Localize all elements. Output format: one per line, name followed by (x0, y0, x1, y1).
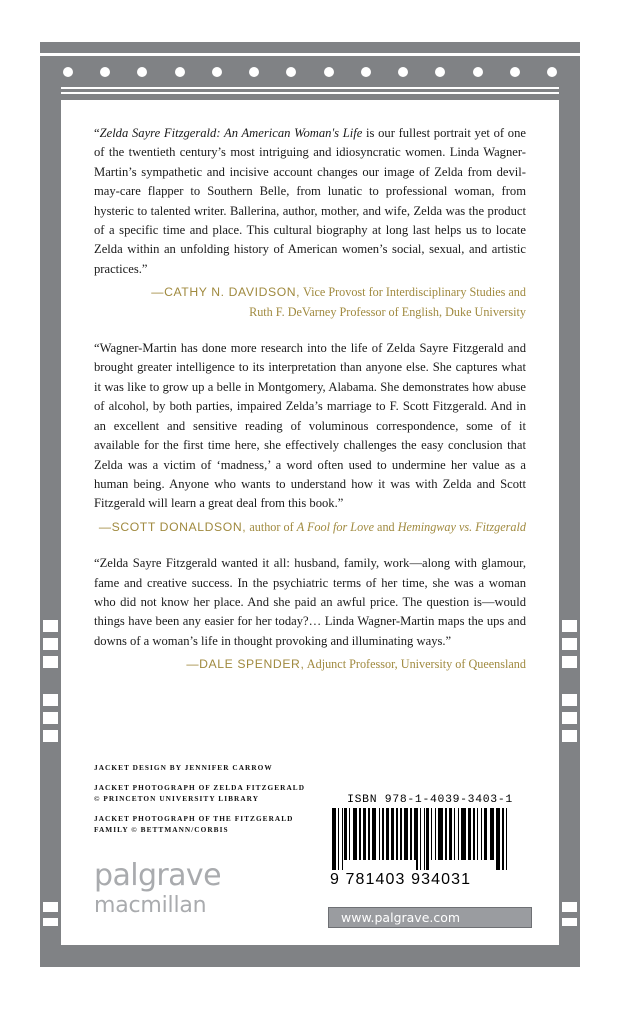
barcode-bar (468, 808, 471, 860)
quote-block-spender (94, 554, 526, 674)
palgrave-macmillan-logo (94, 858, 221, 919)
barcode-bar (420, 808, 422, 870)
quote-text-spender: “Zelda Sayre Fitzgerald wanted it all: husband, family, work—along with glamour, fame and creative success. In the psychiatric terms of her time, she was a woman who did not know her place. And she paid an awful price. The question is—would things have been any easier for her today?… Linda Wagner-Martin maps the ups and downs of a woman’s life in thought provoking and illuminating ways.” (94, 556, 526, 648)
border-notch (562, 638, 577, 650)
barcode-bar (396, 808, 398, 860)
barcode-bar (426, 808, 429, 870)
barcode-bar (372, 808, 377, 860)
attribution-role-pre: author of (246, 519, 297, 534)
attribution-name: —CATHY N. DAVIDSON, (151, 285, 301, 300)
credit-group-design (94, 762, 309, 773)
border-dot (137, 67, 147, 77)
jacket-credits (94, 762, 309, 844)
content-panel (66, 100, 554, 945)
barcode-bar (498, 808, 500, 870)
attribution-role-line2: Ruth F. DeVarney Professor of English, Duke University (249, 304, 526, 319)
barcode-bar (502, 808, 504, 870)
border-notch (43, 694, 58, 706)
top-rule-lower (54, 92, 566, 94)
border-dot (212, 67, 222, 77)
barcode-bar (484, 808, 487, 860)
border-dot (473, 67, 483, 77)
barcode-bar (359, 808, 361, 860)
border-dot (249, 67, 259, 77)
barcode-bar (438, 808, 443, 860)
barcode-bar (410, 808, 412, 860)
top-border-band-outer (40, 42, 580, 53)
border-notch (43, 712, 58, 724)
border-notch (562, 620, 577, 632)
border-dot (435, 67, 445, 77)
border-notch (43, 620, 58, 632)
attribution-name: —DALE SPENDER, (186, 657, 305, 672)
isbn-number: ISBN 978-1-4039-3403-1 (347, 794, 513, 806)
border-dot (547, 67, 557, 77)
attribution-donaldson (94, 517, 526, 537)
attribution-work-2 (398, 520, 526, 534)
border-notch (562, 656, 577, 668)
top-dot-band (40, 59, 580, 85)
publisher-url-text: www.palgrave.com (341, 910, 461, 925)
credit-group-family-photo (94, 813, 309, 835)
attribution-name: —SCOTT DONALDSON, (98, 519, 247, 534)
credit-group-zelda-photo (94, 782, 309, 804)
barcode-bar (449, 808, 452, 860)
quote-text-davidson (94, 124, 526, 279)
book-back-cover (40, 42, 580, 967)
barcode-bar (473, 808, 475, 860)
border-notch (43, 902, 58, 912)
border-dot (286, 67, 296, 77)
border-dot (510, 67, 520, 77)
barcode-bar (379, 808, 381, 860)
border-notch (562, 902, 577, 912)
barcode-bar (461, 808, 466, 860)
border-dot (63, 67, 73, 77)
barcode-bar (404, 808, 409, 860)
credit-line: JACKET DESIGN BY JENNIFER CARROW (94, 763, 273, 772)
quote-block-davidson (94, 124, 526, 322)
barcode-bars (328, 808, 532, 870)
work-title-2: Hemingway vs. Fitzgerald (397, 519, 526, 534)
credit-line: JACKET PHOTOGRAPH OF ZELDA FITZGERALD (94, 783, 306, 792)
border-dot (100, 67, 110, 77)
border-dot (175, 67, 185, 77)
barcode-bar (391, 808, 394, 860)
barcode-bar (334, 808, 336, 870)
barcode-bar (490, 808, 495, 860)
barcode-bar (506, 808, 508, 870)
barcode-bar (363, 808, 366, 860)
barcode-bar (477, 808, 479, 860)
barcode-bar (454, 808, 456, 860)
isbn-barcode (328, 794, 532, 889)
border-notch (562, 730, 577, 742)
attribution-davidson (94, 282, 526, 322)
right-border-rail (559, 85, 580, 967)
barcode-bar (338, 808, 340, 870)
work-title-1: A Fool for Love (296, 519, 374, 534)
barcode-bar (368, 808, 370, 860)
attribution-role-mid: and (374, 519, 398, 534)
border-dot (361, 67, 371, 77)
attribution-work-1 (297, 520, 374, 534)
credit-line: FAMILY © BETTMANN/CORBIS (94, 825, 229, 834)
quote-text-donaldson: “Wagner-Martin has done more research into the life of Zelda Sayre Fitzgerald and brought greater intelligence to its interpretation than anyone else. She captures what it was like to grow up a belle in Montgomery, Alabama. She demonstrates how abuse of alcohol, by both parties, impaired Zelda’s marriage to F. Scott Fitzgerald. And in an excellent and sensitive reading of voluminous correspondence, some of it available for the first time here, she effectively challenges the easy conclusion that Zelda was a victim of ‘madness,’ a word often used to undermine her value as a human being. Anyone who wants to understand how it was with Zelda and Scott Fitzgerald will learn a great deal from this book.” (94, 341, 526, 511)
border-notch (43, 638, 58, 650)
barcode-bar (400, 808, 402, 860)
book-title-italic: Zelda Sayre Fitzgerald: An American Woman's Life (99, 126, 363, 140)
barcode-bar (349, 808, 351, 860)
barcode-bar (431, 808, 433, 860)
quote-body: is our fullest portrait yet of one of the twentieth century’s most intriguing and idiosyncratic women. Linda Wagner-Martin’s sympathetic and incisive account changes our image of Zelda from devil-may-care flapper to Southern Belle, from lunatic to professional woman, from hysteric to talented writer. Ballerina, author, mother, and wife, Zelda was the product of a specific time and place. This cultural biography at long last helps us to locate Zelda within an unfolding history of American women’s social, sexual, and artistic practices.” (94, 126, 526, 276)
border-notch (43, 730, 58, 742)
border-notch (43, 656, 58, 668)
barcode-bar (382, 808, 384, 860)
barcode-bar (416, 808, 418, 870)
barcode-bar (344, 808, 347, 860)
barcode-bar (353, 808, 358, 860)
quote-open-mark: “ (94, 126, 100, 140)
border-dot (324, 67, 334, 77)
bottom-border-bar (40, 945, 580, 967)
attribution-role: Vice Provost for Interdisciplinary Studies and (300, 285, 526, 300)
left-border-rail (40, 85, 61, 967)
review-quotes (94, 124, 526, 692)
barcode-bar (435, 808, 437, 860)
barcode-bar (481, 808, 483, 860)
attribution-role: Adjunct Professor, University of Queensland (304, 657, 526, 672)
border-notch (43, 918, 58, 926)
logo-text-macmillan: macmillan (94, 893, 207, 918)
barcode-bar (386, 808, 389, 860)
barcode-digits: 9 781403 934031 (330, 871, 472, 888)
logo-text-palgrave: palgrave (94, 858, 221, 893)
cover-footer (94, 762, 532, 942)
credit-line: © PRINCETON UNIVERSITY LIBRARY (94, 794, 260, 803)
attribution-spender (94, 654, 526, 674)
publisher-url-box[interactable] (328, 907, 532, 928)
credit-line: JACKET PHOTOGRAPH OF THE FITZGERALD (94, 814, 294, 823)
border-notch (562, 712, 577, 724)
quote-block-donaldson (94, 339, 526, 537)
border-notch (562, 918, 577, 926)
top-rule-upper (54, 87, 566, 89)
barcode-bar (445, 808, 447, 860)
border-dot (398, 67, 408, 77)
border-notch (562, 694, 577, 706)
barcode-bar (458, 808, 460, 860)
